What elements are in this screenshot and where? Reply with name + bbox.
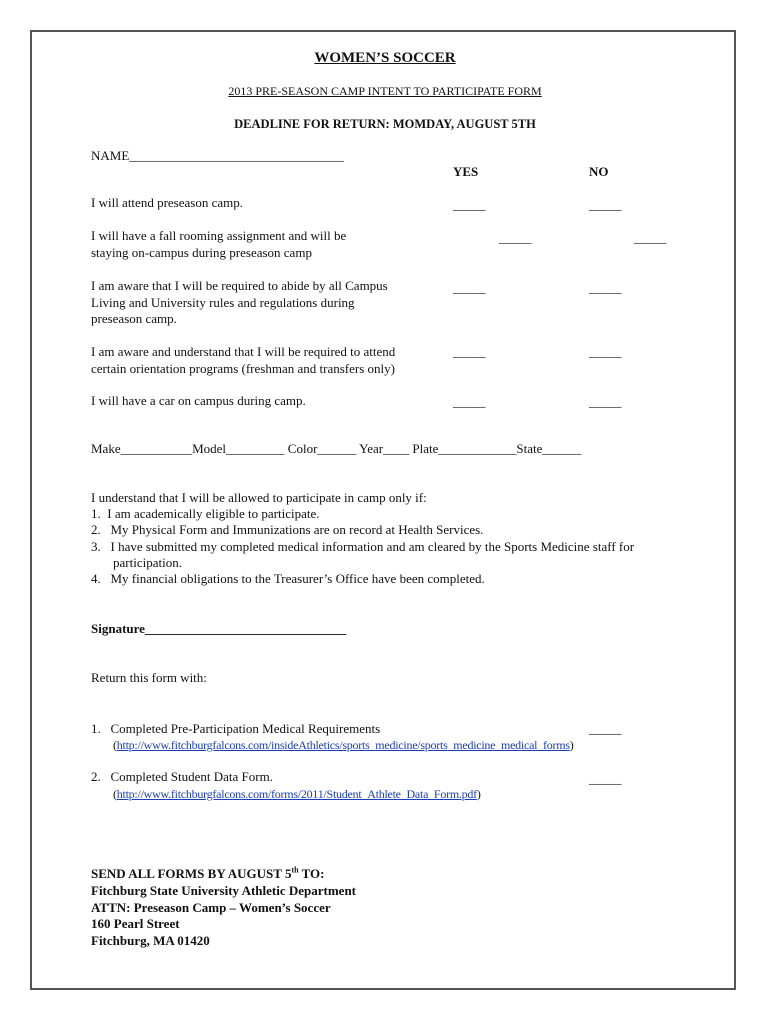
- return-item-2-blank[interactable]: _____: [589, 771, 622, 786]
- question-line: certain orientation programs (freshman and transfers only): [91, 360, 395, 376]
- question-line: I will attend preseason camp.: [91, 195, 243, 210]
- question-4: [91, 344, 431, 377]
- no-column-header: NO: [589, 164, 609, 179]
- paren-open: (: [113, 738, 117, 752]
- paren-open: (: [113, 787, 117, 801]
- medical-forms-link[interactable]: http://www.fitchburgfalcons.com/insideAthletics/sports_medicine/sports_medicine_medical_forms: [116, 738, 570, 752]
- car-info-line[interactable]: Make___________Model_________ Color______ Year____ Plate____________State______: [91, 441, 582, 456]
- condition-item-1: [91, 506, 319, 522]
- return-item-2-link-line: [113, 786, 481, 802]
- question-1-yes-blank[interactable]: _____: [453, 197, 486, 212]
- question-line: staying on-campus during preseason camp: [91, 244, 312, 260]
- question-3-no-blank[interactable]: _____: [589, 280, 622, 295]
- list-text: My financial obligations to the Treasurer’s Office have been completed.: [110, 571, 485, 586]
- send-deadline-line: [91, 866, 356, 883]
- paren-close: ): [569, 738, 574, 752]
- question-2-no-blank[interactable]: _____: [634, 230, 667, 245]
- name-field[interactable]: NAME_________________________________: [91, 148, 344, 163]
- list-number: 2.: [91, 769, 101, 784]
- question-5: [91, 393, 431, 410]
- return-intro: Return this form with:: [91, 670, 207, 685]
- question-line: I will have a fall rooming assignment and will be: [91, 228, 347, 243]
- return-item-2: [91, 769, 273, 785]
- list-text: I have submitted my completed medical information and am cleared by the Sports Medicine staff for: [110, 539, 635, 554]
- question-5-no-blank[interactable]: _____: [589, 394, 622, 409]
- deadline-text: DEADLINE FOR RETURN: MOMDAY, AUGUST 5TH: [234, 117, 536, 131]
- form-subtitle: 2013 PRE-SEASON CAMP INTENT TO PARTICIPATE FORM: [228, 84, 542, 98]
- address-attn: ATTN: Preseason Camp – Women’s Soccer: [91, 899, 331, 915]
- address-street: 160 Pearl Street: [91, 916, 180, 932]
- list-text: Completed Pre-Participation Medical Requirements: [110, 721, 381, 736]
- conditions-intro: I understand that I will be allowed to participate in camp only if:: [91, 490, 427, 505]
- list-number: 3.: [91, 539, 101, 554]
- question-line: I am aware and understand that I will be required to attend: [91, 344, 396, 359]
- list-number: 2.: [91, 522, 101, 537]
- paren-close: ): [476, 787, 481, 801]
- question-5-yes-blank[interactable]: _____: [453, 394, 486, 409]
- address-department: Fitchburg State University Athletic Department: [91, 882, 357, 898]
- list-number: 4.: [91, 571, 101, 586]
- return-item-1-link-line: [113, 737, 574, 753]
- list-number: 1.: [91, 506, 101, 521]
- yes-column-header: YES: [453, 164, 479, 179]
- form-page: [30, 30, 736, 990]
- list-number: 1.: [91, 721, 101, 736]
- send-to-block: [91, 866, 356, 950]
- question-line: I am aware that I will be required to abide by all Campus: [91, 278, 388, 293]
- question-2: [91, 228, 431, 261]
- question-1-no-blank[interactable]: _____: [589, 197, 622, 212]
- question-2-yes-blank[interactable]: _____: [499, 230, 532, 245]
- return-item-1-blank[interactable]: _____: [589, 721, 622, 736]
- condition-item-3-continued: participation.: [113, 555, 182, 570]
- question-3: [91, 278, 431, 328]
- question-line: I will have a car on campus during camp.: [91, 393, 306, 408]
- question-line: preseason camp.: [91, 311, 177, 326]
- send-to-text: TO:: [298, 866, 325, 881]
- question-3-yes-blank[interactable]: _____: [453, 280, 486, 295]
- student-data-form-link[interactable]: http://www.fitchburgfalcons.com/forms/2011/Student_Athlete_Data_Form.pdf: [116, 787, 477, 801]
- condition-item-2: [91, 522, 483, 538]
- question-line: Living and University rules and regulations during: [91, 294, 355, 310]
- list-text: Completed Student Data Form.: [110, 769, 273, 784]
- send-deadline-text: SEND ALL FORMS BY AUGUST 5: [91, 866, 292, 881]
- form-title: WOMEN’S SOCCER: [314, 50, 456, 66]
- return-item-1: [91, 721, 380, 737]
- question-4-no-blank[interactable]: _____: [589, 344, 622, 359]
- superscript: th: [291, 865, 299, 875]
- question-1: [91, 195, 431, 212]
- question-4-yes-blank[interactable]: _____: [453, 344, 486, 359]
- signature-field[interactable]: Signature_______________________________: [91, 621, 347, 636]
- list-text: My Physical Form and Immunizations are on record at Health Services.: [110, 522, 484, 537]
- list-text: I am academically eligible to participate.: [107, 506, 320, 521]
- condition-item-3: [91, 539, 634, 555]
- condition-item-4: [91, 571, 485, 587]
- address-city: Fitchburg, MA 01420: [91, 933, 210, 949]
